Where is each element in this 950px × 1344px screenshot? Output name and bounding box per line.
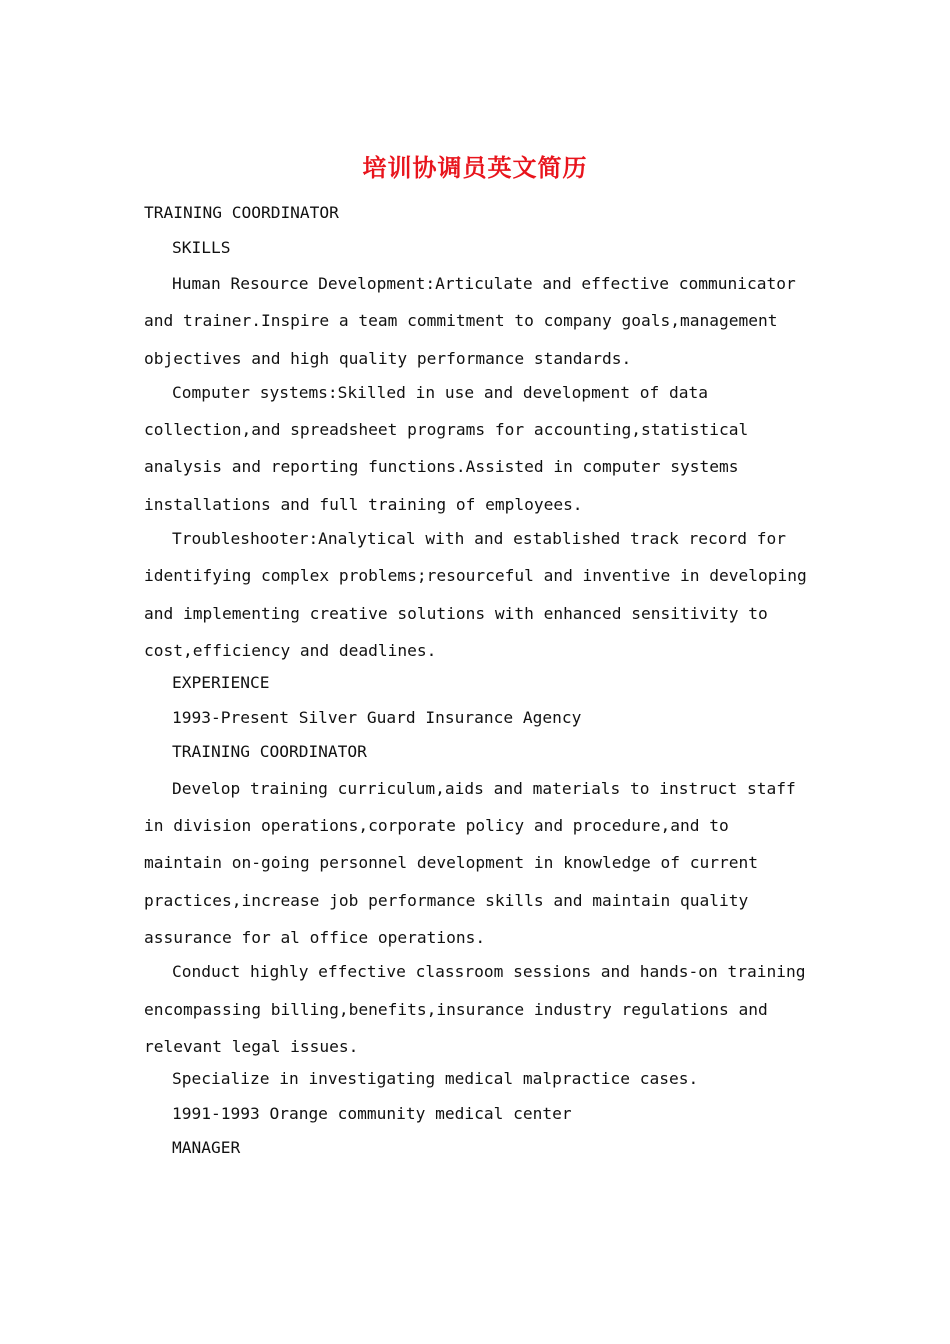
section-heading-skills: SKILLS	[172, 237, 231, 257]
heading-training-coordinator: TRAINING COORDINATOR	[144, 203, 339, 222]
job-title-training-coordinator: TRAINING COORDINATOR	[172, 742, 367, 762]
document-title: 培训协调员英文简历	[362, 153, 588, 182]
paragraph-troubleshooter: Troubleshooter:Analytical with and established track record for identifying complex problems;resourceful and inventive in developing and implementing creative solutions with enhanced sensitivity to cost,efficiency and deadlines.	[144, 529, 807, 660]
paragraph-conduct-sessions: Conduct highly effective classroom sessions and hands-on training encompassing billing,benefits,insurance industry regulations and relevant legal issues.	[144, 962, 806, 1056]
job-title-manager: MANAGER	[172, 1138, 241, 1158]
job-entry-silver-guard: 1993-Present Silver Guard Insurance Agency	[172, 707, 582, 727]
paragraph-develop-training: Develop training curriculum,aids and materials to instruct staff in division operations,corporate policy and procedure,and to maintain on-going personnel development in knowledge of current practices,increase job performance skills and maintain quality assurance for al office operations.	[144, 778, 796, 947]
paragraph-computer-systems: Computer systems:Skilled in use and development of data collection,and spreadsheet programs for accounting,statistical analysis and reporting functions.Assisted in computer systems installations and full training of employees.	[144, 382, 749, 514]
document-body	[144, 196, 814, 1166]
section-heading-experience: EXPERIENCE	[172, 673, 270, 693]
paragraph-human-resource-development: Human Resource Development:Articulate and effective communicator and trainer.Inspire a team commitment to company goals,management objectives and high quality performance standards.	[144, 274, 796, 368]
job-entry-orange-community: 1991-1993 Orange community medical center	[172, 1103, 572, 1123]
paragraph-specialize: Specialize in investigating medical malpractice cases.	[172, 1069, 699, 1089]
